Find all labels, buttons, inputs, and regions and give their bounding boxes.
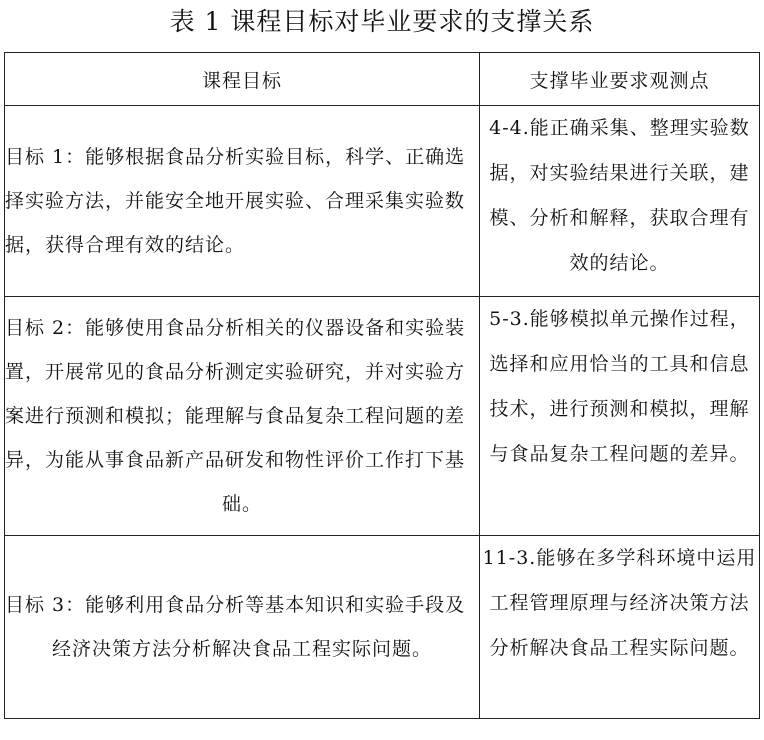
table-row [5,536,760,719]
support-table [4,52,760,719]
course-goal-cell: 目标 2：能够使用食品分析相关的仪器设备和实验装置，开展常见的食品分析测定实验研究，并对实验方案进行预测和模拟；能理解与食品复杂工程问题的差异，为能从事食品新产品研发和物性评价工作打下基础。 [5,297,480,536]
header-course-goal: 课程目标 [5,53,480,106]
requirement-cell: 11-3.能够在多学科环境中运用工程管理原理与经济决策方法分析解决食品工程实际问题。 [480,536,760,719]
header-graduation-requirement: 支撑毕业要求观测点 [480,53,760,106]
table-header-row [5,53,760,106]
course-goal-cell: 目标 1：能够根据食品分析实验目标，科学、正确选择实验方法，并能安全地开展实验、合理采集实验数据，获得合理有效的结论。 [5,106,480,297]
requirement-cell: 4-4.能正确采集、整理实验数据，对实验结果进行关联，建模、分析和解释，获取合理有效的结论。 [480,106,760,297]
table-caption: 表 1 课程目标对毕业要求的支撑关系 [169,7,595,36]
course-goal-cell: 目标 3：能够利用食品分析等基本知识和实验手段及经济决策方法分析解决食品工程实际问题。 [5,536,480,719]
requirement-cell: 5-3.能够模拟单元操作过程，选择和应用恰当的工具和信息技术，进行预测和模拟，理解与食品复杂工程问题的差异。 [480,297,760,536]
table-row [5,297,760,536]
table-row [5,106,760,297]
